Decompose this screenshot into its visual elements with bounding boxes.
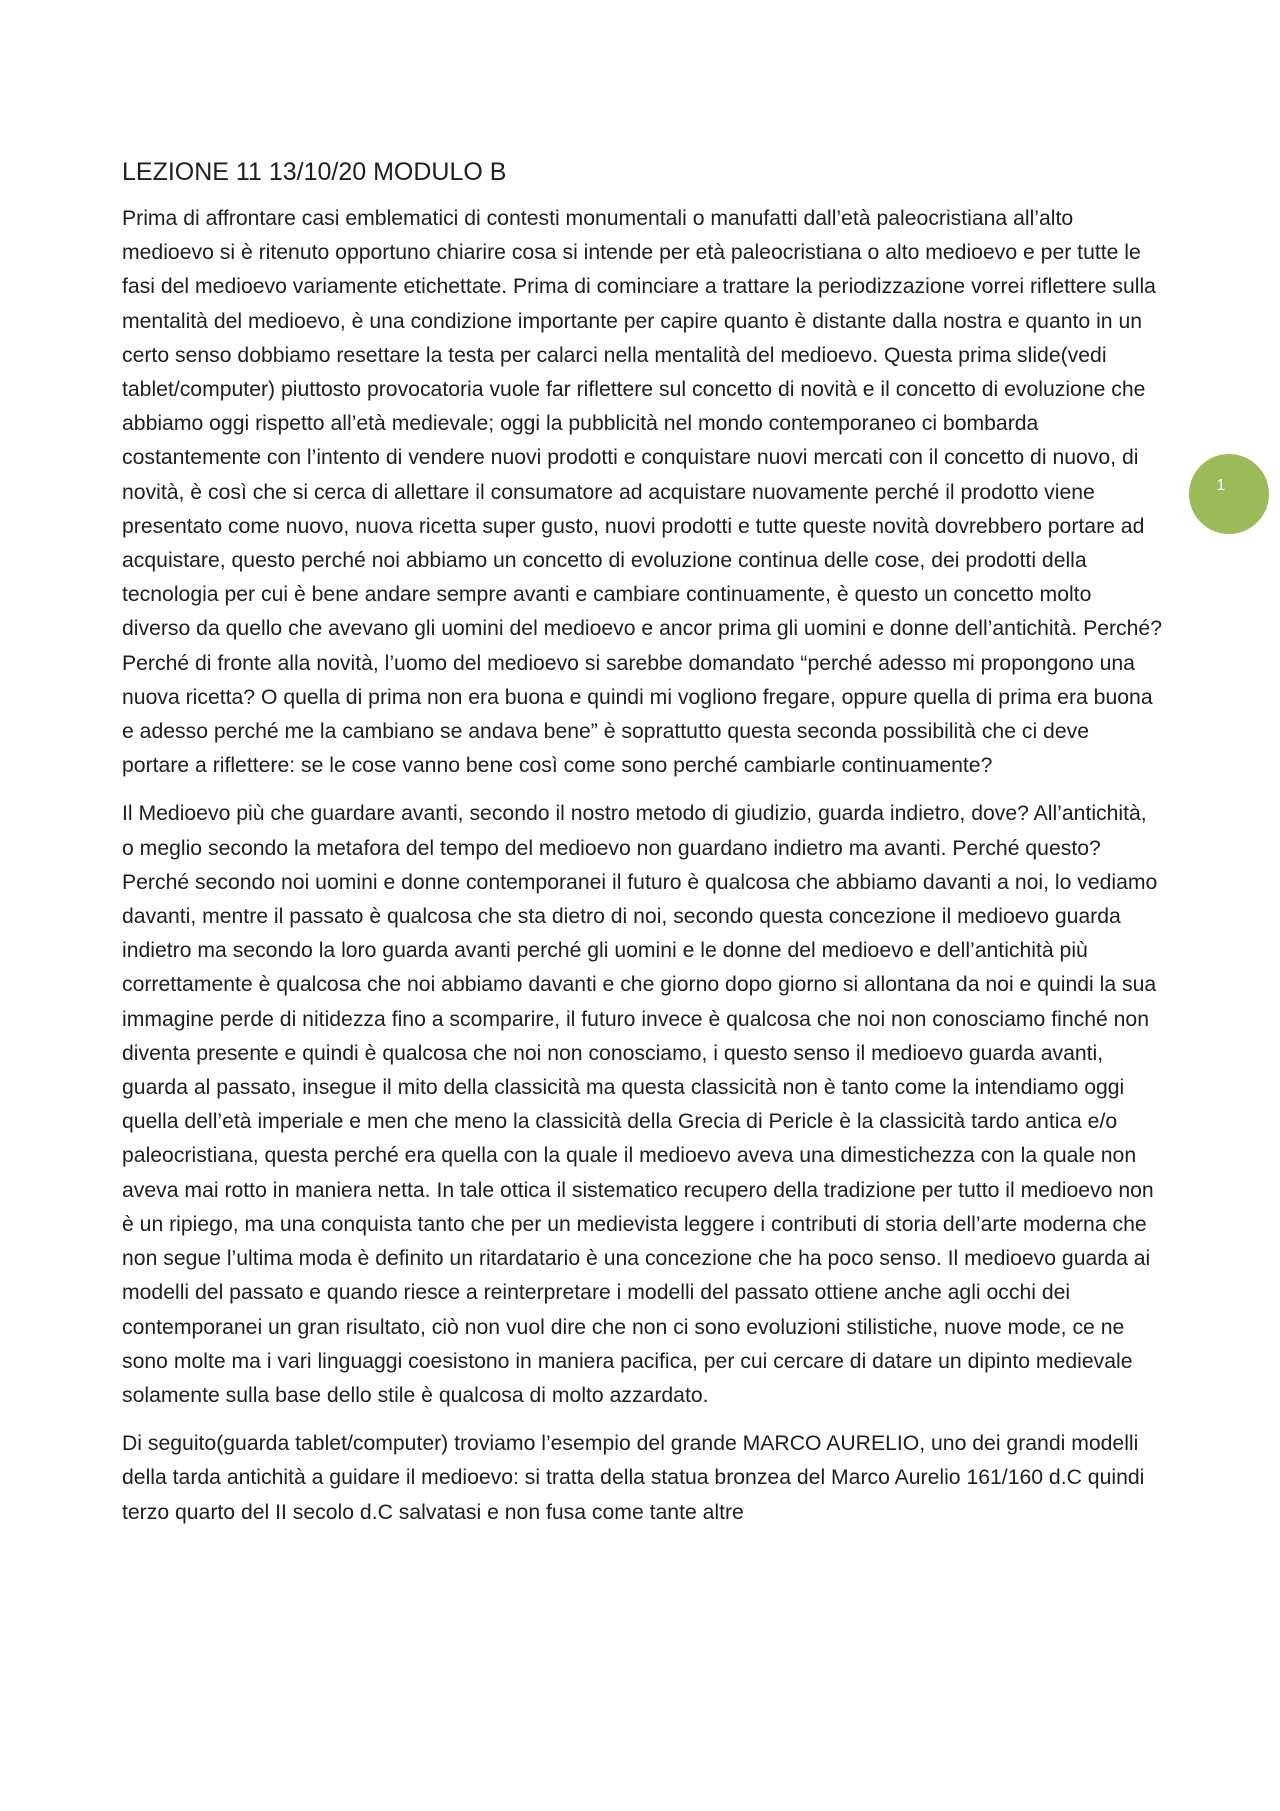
- paragraph-1: Prima di affrontare casi emblematici di contesti monumentali o manufatti dall’età paleocristiana all’alto medioevo si è ritenuto opportuno chiarire cosa si intende per età paleocristiana o alto medioevo e per tutte le fasi del medioevo variamente etichettate. Prima di cominciare a trattare la periodizzazione vorrei riflettere sulla mentalità del medioevo, è una condizione importante per capire quanto è distante dalla nostra e quanto in un certo senso dobbiamo resettare la testa per calarci nella mentalità del medioevo. Questa prima slide(vedi tablet/computer) piuttosto provocatoria vuole far riflettere sul concetto di novità e il concetto di evoluzione che abbiamo oggi rispetto all’età medievale; oggi la pubblicità nel mondo contemporaneo ci bombarda costantemente con l’intento di vendere nuovi prodotti e conquistare nuovi mercati con il concetto di nuovo, di novità, è così che si cerca di allettare il consumatore ad acquistare nuovamente perché il prodotto viene presentato come nuovo, nuova ricetta super gusto, nuovi prodotti e tutte queste novità dovrebbero portare ad acquistare, questo perché noi abbiamo un concetto di evoluzione continua delle cose, dei prodotti della tecnologia per cui è bene andare sempre avanti e cambiare continuamente, è questo un concetto molto diverso da quello che avevano gli uomini del medioevo e ancor prima gli uomini e donne dell’antichità. Perché? Perché di fronte alla novità, l’uomo del medioevo si sarebbe domandato “perché adesso mi propongono una nuova ricetta? O quella di prima non era buona e quindi mi vogliono fregare, oppure quella di prima era buona e adesso perché me la cambiano se andava bene” è soprattutto questa seconda possibilità che ci deve portare a riflettere: se le cose vanno bene così come sono perché cambiarle continuamente?: [122, 207, 1162, 778]
- page-number-badge: 1: [1189, 454, 1269, 534]
- paragraph-2: Il Medioevo più che guardare avanti, secondo il nostro metodo di giudizio, guarda indietro, dove? All’antichità, o meglio secondo la metafora del tempo del medioevo non guardano indietro ma avanti. Perché questo? Perché secondo noi uomini e donne contemporanei il futuro è qualcosa che abbiamo davanti a noi, lo vediamo davanti, mentre il passato è qualcosa che sta dietro di noi, secondo questa concezione il medioevo guarda indietro ma secondo la loro guarda avanti perché gli uomini e le donne del medioevo e dell’antichità più correttamente è qualcosa che noi abbiamo davanti e che giorno dopo giorno si allontana da noi e quindi la sua immagine perde di nitidezza fino a scomparire, il futuro invece è qualcosa che noi non conosciamo finché non diventa presente e quindi è qualcosa che noi non conosciamo, i questo senso il medioevo guarda avanti, guarda al passato, insegue il mito della classicità ma questa classicità non è tanto come la intendiamo oggi quella dell’età imperiale e men che meno la classicità della Grecia di Pericle è la classicità tardo antica e/o paleocristiana, questa perché era quella con la quale il medioevo aveva una dimestichezza con la quale non aveva mai rotto in maniera netta. In tale ottica il sistematico recupero della tradizione per tutto il medioevo non è un ripiego, ma una conquista tanto che per un medievista leggere i contributi di storia dell’arte moderna che non segue l’ultima moda è definito un ritardatario è una concezione che ha poco senso. Il medioevo guarda ai modelli del passato e quando riesce a reinterpretare i modelli del passato ottiene anche agli occhi dei contemporanei un gran risultato, ciò non vuol dire che non ci sono evoluzioni stilistiche, nuove mode, ce ne sono molte ma i vari linguaggi coesistono in maniera pacifica, per cui cercare di datare un dipinto medievale solamente sulla base dello stile è qualcosa di molto azzardato.: [122, 802, 1158, 1407]
- document-title: LEZIONE 11 13/10/20 MODULO B: [122, 158, 507, 186]
- document-body: [122, 152, 1162, 1544]
- paragraph-3: Di seguito(guarda tablet/computer) troviamo l’esempio del grande MARCO AURELIO, uno dei grandi modelli della tarda antichità a guidare il medioevo: si tratta della statua bronzea del Marco Aurelio 161/160 d.C quindi terzo quarto del II secolo d.C salvatasi e non fusa come tante altre: [122, 1432, 1145, 1524]
